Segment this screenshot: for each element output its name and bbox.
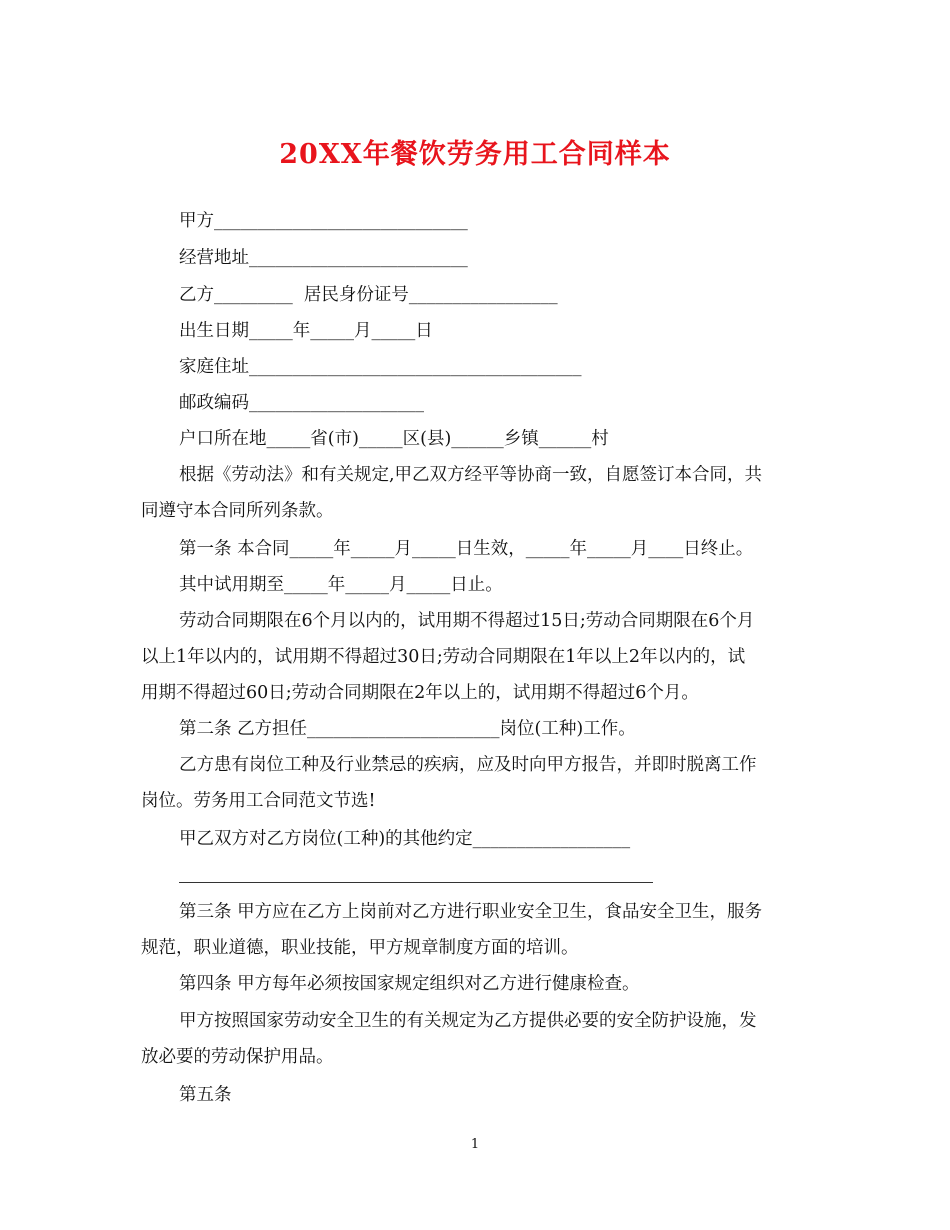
other-agreement-line: 甲乙双方对乙方岗位(工种)的其他约定__________________: [179, 829, 631, 849]
safety-equipment-line-1: 甲方按照国家劳动安全卫生的有关规定为乙方提供必要的安全防护设施，发: [179, 1011, 757, 1031]
disease-rule-line-2: 岗位。劳务用工合同范文节选!: [141, 791, 376, 811]
article-4-line: 第四条 甲方每年必须按国家规定组织对乙方进行健康检查。: [179, 974, 640, 994]
party-a-line: 甲方_____________________________: [179, 211, 468, 231]
preamble-line-1: 根据《劳动法》和有关规定,甲乙双方经平等协商一致，自愿签订本合同，共: [179, 465, 763, 485]
probation-rule-line-1: 劳动合同期限在6个月以内的，试用期不得超过15日;劳动合同期限在6个月: [179, 611, 755, 631]
article-5-heading: 第五条: [179, 1085, 232, 1105]
birth-date-line: 出生日期_____年_____月_____日: [179, 321, 433, 341]
preamble-line-2: 同遵守本合同所列条款。: [141, 501, 334, 521]
article-2-line: 第二条 乙方担任______________________岗位(工种)工作。: [179, 719, 636, 739]
postal-code-line: 邮政编码____________________: [179, 393, 424, 413]
article-1-line: 第一条 本合同_____年_____月_____日生效，_____年_____月____日终止。: [179, 539, 754, 559]
article-3-line-2: 规范，职业道德，职业技能，甲方规章制度方面的培训。: [141, 938, 579, 958]
document-title: 20XX年餐饮劳务用工合同样本: [279, 139, 671, 170]
article-3-line-1: 第三条 甲方应在乙方上岗前对乙方进行职业安全卫生，食品安全卫生，服务: [179, 902, 763, 922]
business-address-line: 经营地址_________________________: [179, 248, 468, 268]
probation-line: 其中试用期至_____年_____月_____日止。: [179, 575, 503, 595]
home-address-line: 家庭住址______________________________________: [179, 357, 582, 377]
probation-rule-line-2: 以上1年以内的，试用期不得超过30日;劳动合同期限在1年以上2年以内的，试: [141, 647, 746, 667]
safety-equipment-line-2: 放必要的劳动保护用品。: [141, 1047, 334, 1067]
blank-fill-rule: [179, 882, 653, 883]
probation-rule-line-3: 用期不得超过60日;劳动合同期限在2年以上的，试用期不得超过6个月。: [141, 683, 699, 703]
page-number: 1: [470, 1137, 480, 1152]
disease-rule-line-1: 乙方患有岗位工种及行业禁忌的疾病，应及时向甲方报告，并即时脱离工作: [179, 755, 757, 775]
party-b-id-line: 乙方_________ 居民身份证号_________________: [179, 285, 558, 305]
household-registration-line: 户口所在地_____省(市)_____区(县)______乡镇______村: [179, 429, 609, 449]
